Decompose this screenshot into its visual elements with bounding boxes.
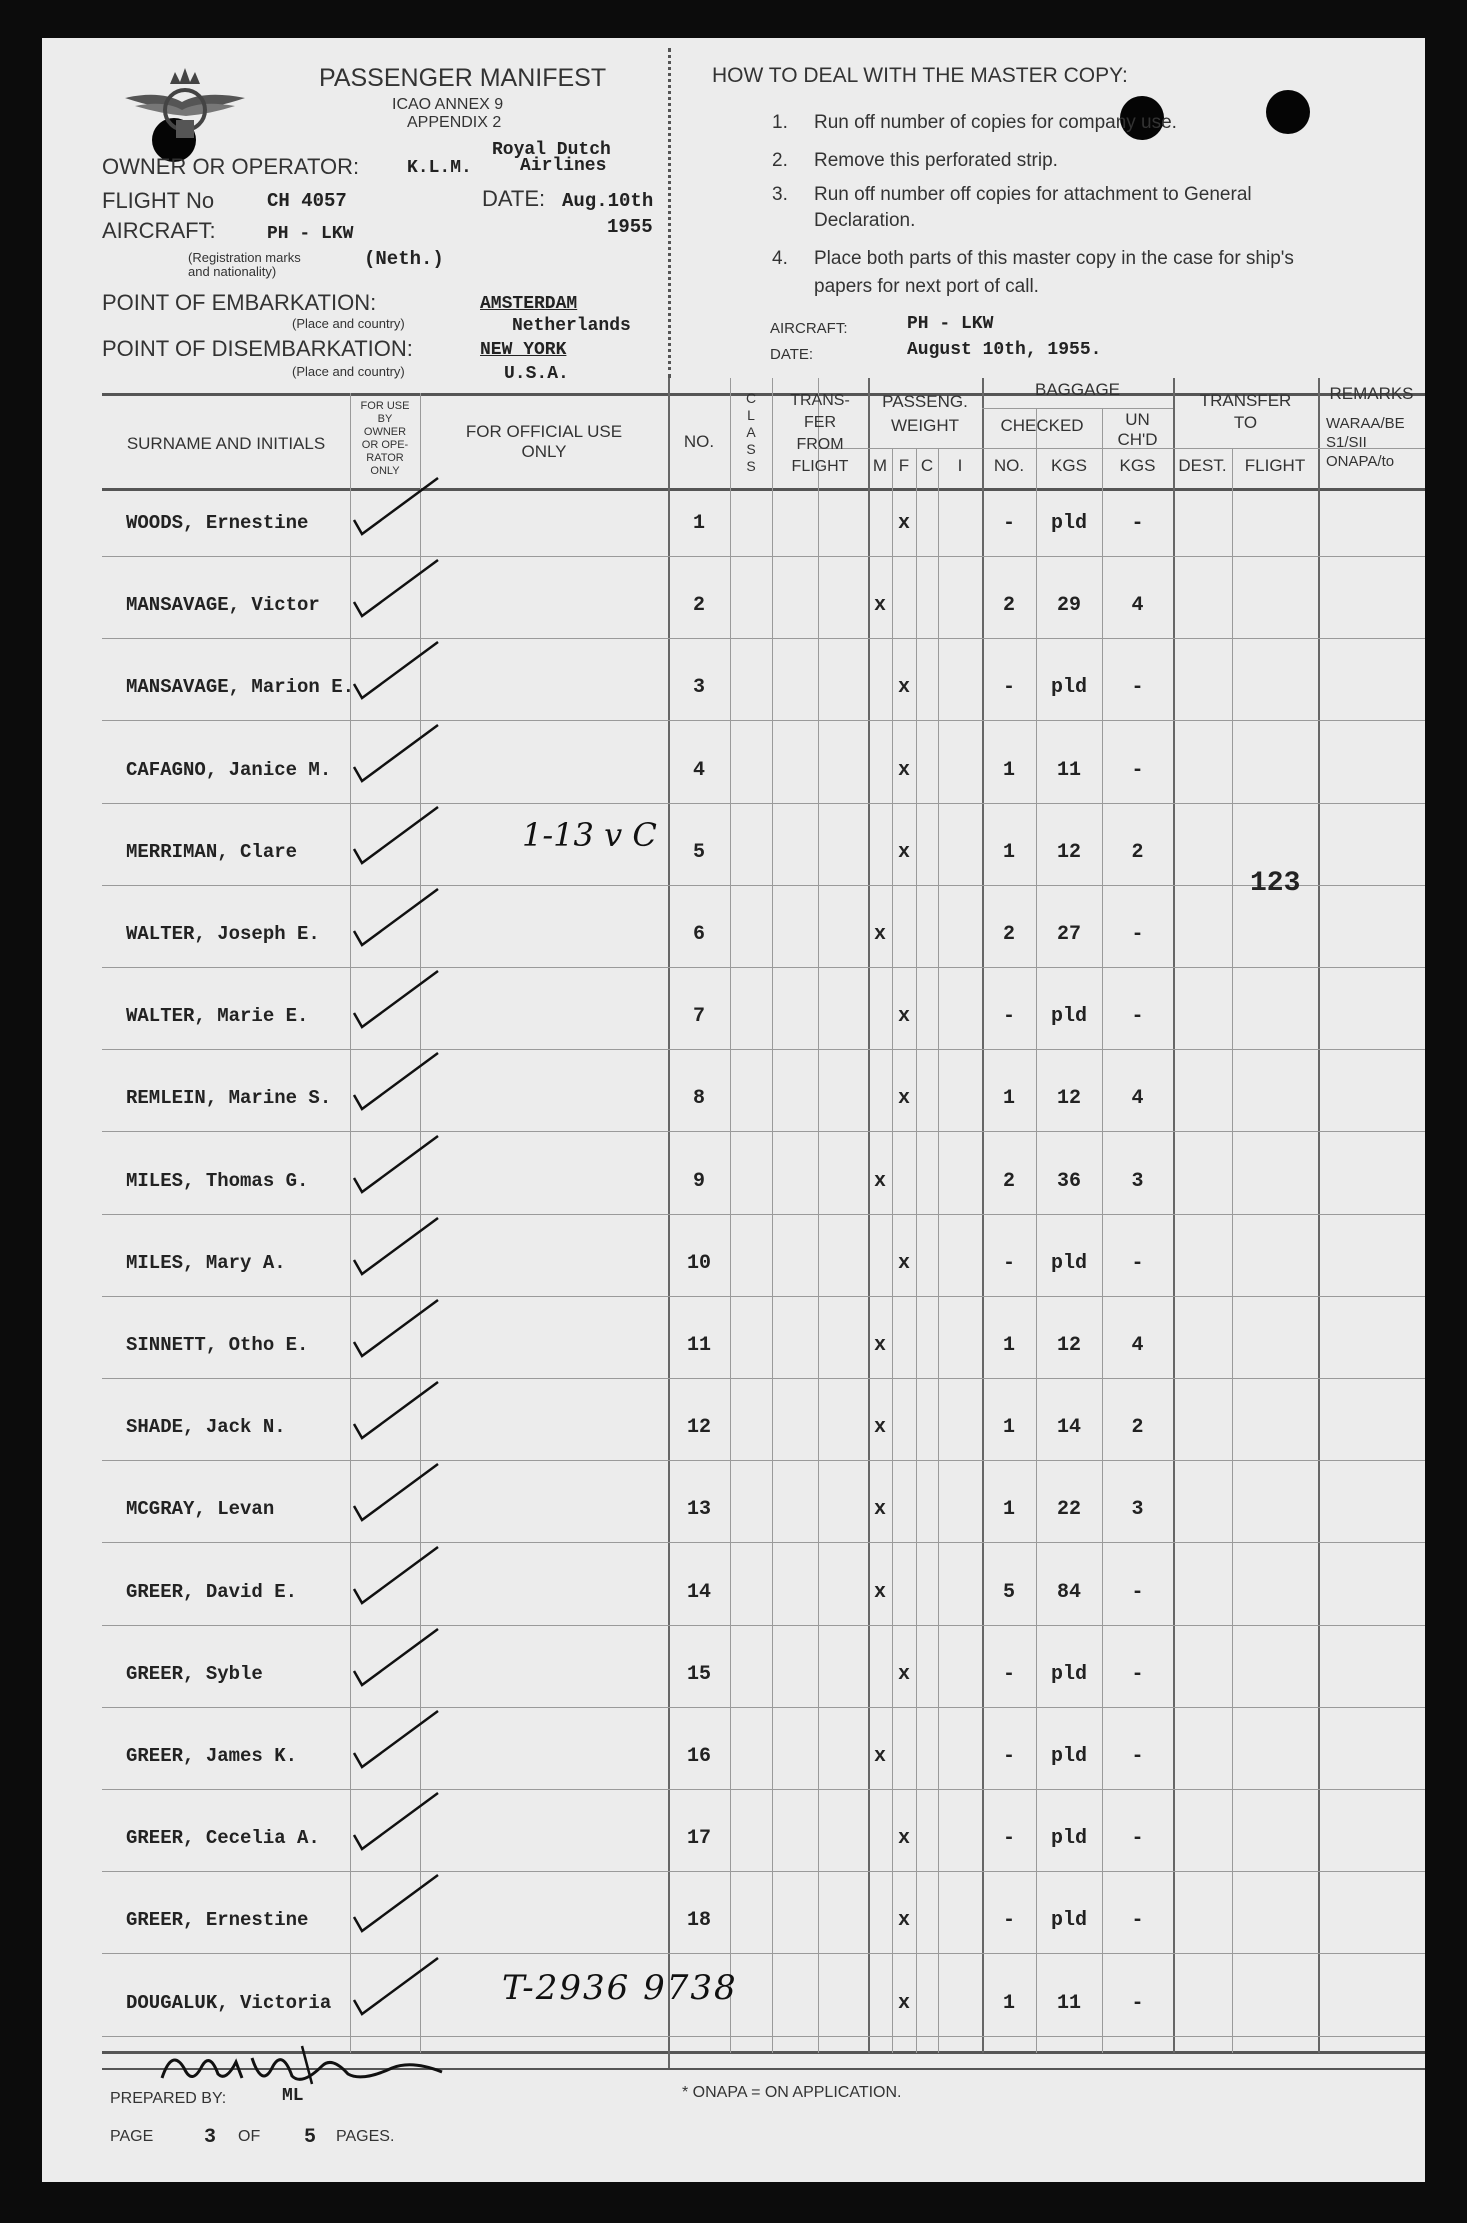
place-note: (Place and country) (292, 316, 405, 331)
cell-no: 6 (692, 923, 705, 946)
cell-bags: 1 (1002, 758, 1015, 782)
passenger-name: SINNETT, Otho E. (126, 1334, 309, 1356)
row-rule (102, 720, 1425, 721)
row-rule (102, 1789, 1425, 1790)
cell-bags: 1 (1002, 1087, 1015, 1111)
row-rule (102, 1542, 1425, 1543)
col-flight: FLIGHT (1244, 456, 1306, 475)
col-divider (730, 378, 731, 2053)
cell-bags: 5 (1002, 1580, 1015, 1604)
check-mark-icon (342, 719, 452, 789)
check-mark-stroke (354, 1382, 438, 1438)
cell-kgs: pld (1050, 1909, 1087, 1933)
check-mark-stroke (354, 478, 438, 534)
step-3-num: 3. (772, 184, 788, 205)
check-mark-icon (342, 1212, 452, 1282)
place-note-2: (Place and country) (292, 364, 405, 379)
row-rule (102, 1214, 1425, 1215)
cell-unchd: - (1131, 1251, 1144, 1275)
passenger-name: MILES, Mary A. (126, 1251, 286, 1274)
col-divider (868, 378, 870, 2053)
step-3-text-2: Declaration. (814, 210, 916, 231)
cell-f: x (897, 1251, 910, 1275)
step-3-text: Run off number off copies for attachment to General (814, 184, 1252, 205)
row-rule (102, 803, 1425, 804)
passenger-name: WALTER, Joseph E. (126, 923, 320, 945)
step-1-text: Run off number of copies for company use. (814, 112, 1177, 133)
col-remarks-sub: WARAA/BE S1/SII ONAPA/to (1326, 415, 1405, 470)
passenger-name: MANSAVAGE, Victor (126, 594, 320, 617)
page-label: PAGE (110, 2128, 154, 2145)
reg-note-2: and nationality) (188, 264, 277, 279)
row-rule (102, 2036, 1425, 2037)
check-mark-icon (342, 636, 452, 706)
cell-bags: 2 (1002, 594, 1015, 618)
check-mark-icon (342, 1952, 452, 2022)
cell-kgs: 29 (1056, 594, 1081, 618)
signature (152, 2038, 472, 2098)
check-mark-icon (342, 472, 452, 542)
cell-no: 4 (692, 758, 705, 782)
row-rule (102, 885, 1425, 886)
cell-kgs: 11 (1056, 1991, 1081, 2015)
cell-m: x (873, 923, 886, 946)
col-divider (668, 378, 670, 2068)
row-rule (102, 967, 1425, 968)
cell-bags: - (1002, 1827, 1015, 1851)
cell-kgs: 12 (1056, 1334, 1081, 1357)
cell-m: x (873, 1334, 886, 1357)
check-mark-icon (342, 1541, 452, 1611)
check-mark-stroke (354, 1629, 438, 1685)
aircraft-nationality: (Neth.) (364, 248, 444, 270)
date-year: 1955 (607, 216, 653, 238)
col-divider (916, 448, 917, 2053)
cell-m: x (873, 1745, 886, 1768)
check-mark-stroke (354, 1547, 438, 1603)
col-divider (818, 378, 819, 2053)
check-mark-icon (342, 965, 452, 1035)
passenger-name: MILES, Thomas G. (126, 1169, 309, 1192)
check-mark-icon (342, 1869, 452, 1939)
col-divider (1173, 378, 1175, 2053)
col-pw-m: M (872, 456, 888, 475)
col-baggage: BAGGAGE (1034, 380, 1121, 399)
owner-label: OWNER OR OPERATOR: (102, 154, 360, 179)
passenger-name: GREER, Ernestine (126, 1909, 309, 1932)
col-divider (1232, 448, 1233, 2053)
check-mark-stroke (354, 725, 438, 781)
col-unchd-kgs: KGS (1119, 456, 1156, 475)
col-official-use: FOR OFFICIAL USE ONLY (465, 422, 623, 461)
cell-kgs: pld (1050, 1827, 1087, 1851)
cell-f: x (897, 1991, 910, 2015)
disembark-label: POINT OF DISEMBARKATION: (102, 336, 413, 361)
check-mark-stroke (354, 1875, 438, 1931)
passenger-name: REMLEIN, Marine S. (126, 1087, 332, 1110)
col-pw-c: C (920, 456, 934, 475)
col-owner-use: FOR USE BY OWNER OR OPE- RATOR ONLY (360, 400, 410, 477)
cell-unchd: - (1131, 758, 1144, 782)
row-rule (102, 1296, 1425, 1297)
instr-aircraft-label: AIRCRAFT: (770, 320, 848, 337)
cell-no: 16 (686, 1745, 711, 1768)
col-pw-i: I (957, 456, 963, 475)
cell-no: 12 (686, 1416, 711, 1440)
passenger-name: DOUGALUK, Victoria (126, 1991, 332, 2014)
cell-kgs: pld (1050, 1005, 1087, 1029)
col-divider (1036, 408, 1037, 2053)
passenger-name: WALTER, Marie E. (126, 1005, 309, 1028)
cell-no: 2 (692, 594, 705, 618)
cell-bags: 1 (1002, 1334, 1015, 1357)
step-1-num: 1. (772, 112, 788, 133)
cell-unchd: - (1131, 676, 1144, 700)
cell-f: x (897, 840, 910, 864)
col-checked: CHECKED (1000, 416, 1084, 435)
step-4-text: Place both parts of this master copy in the case for ship's (814, 248, 1294, 269)
col-divider (1102, 408, 1103, 2053)
col-unchd: UN CH'D (1117, 410, 1158, 449)
cell-unchd: 4 (1131, 1334, 1144, 1357)
cell-bags: 2 (1002, 923, 1015, 946)
appendix-label: APPENDIX 2 (407, 114, 502, 131)
col-passeng-weight: PASSENG. WEIGHT (882, 392, 968, 435)
embark-country: Netherlands (512, 316, 631, 336)
col-transfer-from: TRANS- FER FROM FLIGHT (790, 392, 850, 475)
instr-date-value: August 10th, 1955. (907, 340, 1102, 360)
aircraft-value: PH - LKW (267, 224, 354, 244)
check-mark-stroke (354, 971, 438, 1027)
col-transfer-to: TRANSFER TO (1199, 391, 1292, 432)
cell-m: x (873, 594, 886, 618)
cell-bags: - (1002, 1251, 1015, 1275)
cell-unchd: 2 (1131, 840, 1144, 864)
cell-unchd: - (1131, 512, 1144, 535)
aircraft-label: AIRCRAFT: (102, 218, 216, 243)
cell-unchd: - (1131, 923, 1144, 946)
cell-f: x (897, 1005, 910, 1029)
instr-aircraft-value: PH - LKW (907, 314, 994, 334)
cell-f: x (897, 1827, 910, 1851)
punch-hole (1266, 90, 1310, 134)
onapa-note: * ONAPA = ON APPLICATION. (682, 2084, 902, 2101)
embark-value: AMSTERDAM (480, 294, 578, 314)
cell-no: 8 (692, 1087, 705, 1111)
manifest-sheet (42, 38, 1425, 2182)
cell-kgs: 84 (1056, 1580, 1081, 1604)
passenger-name: GREER, Cecelia A. (126, 1827, 320, 1850)
cell-no: 7 (692, 1005, 705, 1029)
cell-kgs: 27 (1056, 923, 1081, 946)
cell-kgs: 22 (1056, 1498, 1081, 1522)
cell-f: x (897, 512, 910, 535)
cell-unchd: 4 (1131, 594, 1144, 618)
passenger-name: GREER, David E. (126, 1580, 298, 1603)
cell-kgs: 36 (1056, 1169, 1081, 1193)
check-mark-icon (342, 801, 452, 871)
col-bag-kgs: KGS (1051, 456, 1087, 475)
check-mark-icon (342, 554, 452, 624)
row-rule (102, 556, 1425, 557)
check-mark-stroke (354, 1053, 438, 1109)
disembark-country: U.S.A. (504, 364, 569, 384)
perforation-line (668, 48, 671, 378)
check-mark-stroke (354, 1300, 438, 1356)
step-4-num: 4. (772, 248, 788, 269)
check-mark-stroke (354, 1711, 438, 1767)
cell-no: 5 (692, 840, 705, 864)
step-2-num: 2. (772, 150, 788, 171)
instructions-title: HOW TO DEAL WITH THE MASTER COPY: (712, 64, 1128, 87)
col-divider (938, 448, 939, 2053)
check-mark-icon (342, 883, 452, 953)
cell-kgs: pld (1050, 1745, 1087, 1768)
col-bag-no: NO. (993, 456, 1025, 475)
cell-f: x (897, 676, 910, 700)
col-surname: SURNAME AND INITIALS (126, 434, 326, 453)
cell-no: 10 (686, 1251, 711, 1275)
handwritten-note: 1-13 v C (522, 816, 657, 854)
handwritten-ticket-number: T-2936 9738 (502, 1968, 738, 2008)
date-label: DATE: (482, 186, 546, 211)
cell-bags: - (1002, 676, 1015, 700)
cell-unchd: - (1131, 1005, 1144, 1029)
annex-label: ICAO ANNEX 9 (392, 96, 504, 113)
cell-unchd: 3 (1131, 1498, 1144, 1522)
klm-crown-logo-icon (120, 60, 250, 150)
flight-value: CH 4057 (267, 190, 347, 212)
col-divider (982, 378, 984, 2053)
cell-unchd: - (1131, 1662, 1144, 1686)
flight-label: FLIGHT No (102, 188, 215, 213)
cell-bags: - (1002, 1745, 1015, 1768)
passenger-name: CAFAGNO, Janice M. (126, 758, 332, 781)
cell-no: 15 (686, 1662, 711, 1686)
cell-m: x (873, 1169, 886, 1193)
row-rule (102, 1378, 1425, 1379)
stamp-number: 123 (1250, 868, 1301, 899)
row-rule (102, 1871, 1425, 1872)
check-mark-icon (342, 1376, 452, 1446)
check-mark-stroke (354, 642, 438, 698)
cell-bags: - (1002, 512, 1015, 535)
page-number: 3 (204, 2126, 217, 2149)
check-mark-stroke (354, 1136, 438, 1192)
cell-f: x (897, 1087, 910, 1111)
cell-kgs: pld (1050, 676, 1087, 700)
cell-kgs: pld (1050, 512, 1087, 535)
check-mark-stroke (354, 1218, 438, 1274)
cell-kgs: 12 (1056, 840, 1081, 864)
cell-unchd: - (1131, 1827, 1144, 1851)
check-mark-icon (342, 1130, 452, 1200)
passenger-name: WOODS, Ernestine (126, 512, 309, 534)
row-rule (102, 1131, 1425, 1132)
row-rule (102, 1707, 1425, 1708)
cell-bags: - (1002, 1662, 1015, 1686)
cell-no: 11 (686, 1334, 711, 1357)
prepared-by-value: ML (282, 2086, 304, 2106)
page-total: 5 (304, 2126, 317, 2149)
check-mark-stroke (354, 1464, 438, 1520)
row-rule (102, 1953, 1425, 1954)
cell-no: 14 (686, 1580, 711, 1604)
instr-date-label: DATE: (770, 346, 814, 363)
cell-kgs: pld (1050, 1251, 1087, 1275)
cell-m: x (873, 1580, 886, 1604)
cell-unchd: 2 (1131, 1416, 1144, 1440)
date-value: Aug.10th (562, 190, 654, 212)
cell-unchd: - (1131, 1991, 1144, 2015)
cell-kgs: pld (1050, 1662, 1087, 1686)
col-class: C L A S S (745, 390, 757, 474)
sub-header-rule (982, 408, 1173, 409)
cell-kgs: 14 (1056, 1416, 1081, 1440)
of-label: OF (238, 2128, 261, 2145)
check-mark-icon (342, 1047, 452, 1117)
passenger-name: GREER, Syble (126, 1662, 263, 1685)
cell-kgs: 11 (1056, 758, 1081, 782)
owner-value-3: Airlines (520, 156, 607, 176)
cell-no: 13 (686, 1498, 711, 1522)
check-mark-stroke (354, 560, 438, 616)
step-4-text-2: papers for next port of call. (814, 276, 1039, 297)
table-header-rule (102, 488, 1425, 491)
passenger-name: MANSAVAGE, Marion E. (126, 676, 355, 699)
cell-m: x (873, 1416, 886, 1440)
col-divider (1318, 378, 1320, 2053)
owner-value: K.L.M. (407, 158, 472, 178)
reg-note: (Registration marks (188, 250, 301, 265)
cell-m: x (873, 1498, 886, 1522)
pages-label: PAGES. (336, 2128, 395, 2145)
cell-bags: 2 (1002, 1169, 1015, 1193)
cell-unchd: 4 (1131, 1087, 1144, 1111)
col-no: NO. (683, 432, 715, 451)
cell-bags: 1 (1002, 840, 1015, 864)
passenger-name: SHADE, Jack N. (126, 1416, 286, 1439)
cell-bags: - (1002, 1909, 1015, 1933)
step-2-text: Remove this perforated strip. (814, 150, 1058, 171)
check-mark-icon (342, 1623, 452, 1693)
check-mark-stroke (354, 807, 438, 863)
col-remarks: REMARKS (1329, 384, 1414, 403)
embark-label: POINT OF EMBARKATION: (102, 290, 377, 315)
cell-no: 17 (686, 1827, 711, 1851)
row-rule (102, 1460, 1425, 1461)
cell-bags: - (1002, 1005, 1015, 1029)
check-mark-icon (342, 1294, 452, 1364)
cell-unchd: - (1131, 1580, 1144, 1604)
cell-bags: 1 (1002, 1991, 1015, 2015)
cell-bags: 1 (1002, 1416, 1015, 1440)
col-dest: DEST. (1178, 456, 1227, 475)
cell-kgs: 12 (1056, 1087, 1081, 1111)
check-mark-icon (342, 1705, 452, 1775)
cell-no: 9 (692, 1169, 705, 1193)
cell-bags: 1 (1002, 1498, 1015, 1522)
row-rule (102, 1625, 1425, 1626)
passenger-name: GREER, James K. (126, 1745, 298, 1767)
disembark-value: NEW YORK (480, 340, 567, 360)
col-divider (772, 378, 773, 2053)
check-mark-icon (342, 1787, 452, 1857)
owner-value-2: Royal Dutch (492, 140, 611, 160)
row-rule (102, 1049, 1425, 1050)
manifest-title: PASSENGER MANIFEST (319, 64, 607, 92)
col-pw-f: F (898, 456, 910, 475)
cell-unchd: - (1131, 1745, 1144, 1768)
passenger-name: MCGRAY, Levan (126, 1498, 275, 1521)
check-mark-icon (342, 1458, 452, 1528)
check-mark-stroke (354, 1793, 438, 1849)
check-mark-stroke (354, 1958, 438, 2014)
cell-unchd: - (1131, 1909, 1144, 1933)
cell-f: x (897, 1909, 910, 1933)
prepared-by-label: PREPARED BY: (110, 2090, 227, 2107)
cell-no: 18 (686, 1909, 711, 1933)
cell-no: 1 (692, 512, 705, 535)
cell-f: x (897, 758, 910, 782)
row-rule (102, 638, 1425, 639)
passenger-name: MERRIMAN, Clare (126, 840, 298, 863)
cell-no: 3 (692, 676, 705, 700)
cell-unchd: 3 (1131, 1169, 1144, 1193)
check-mark-stroke (354, 889, 438, 945)
cell-f: x (897, 1662, 910, 1686)
